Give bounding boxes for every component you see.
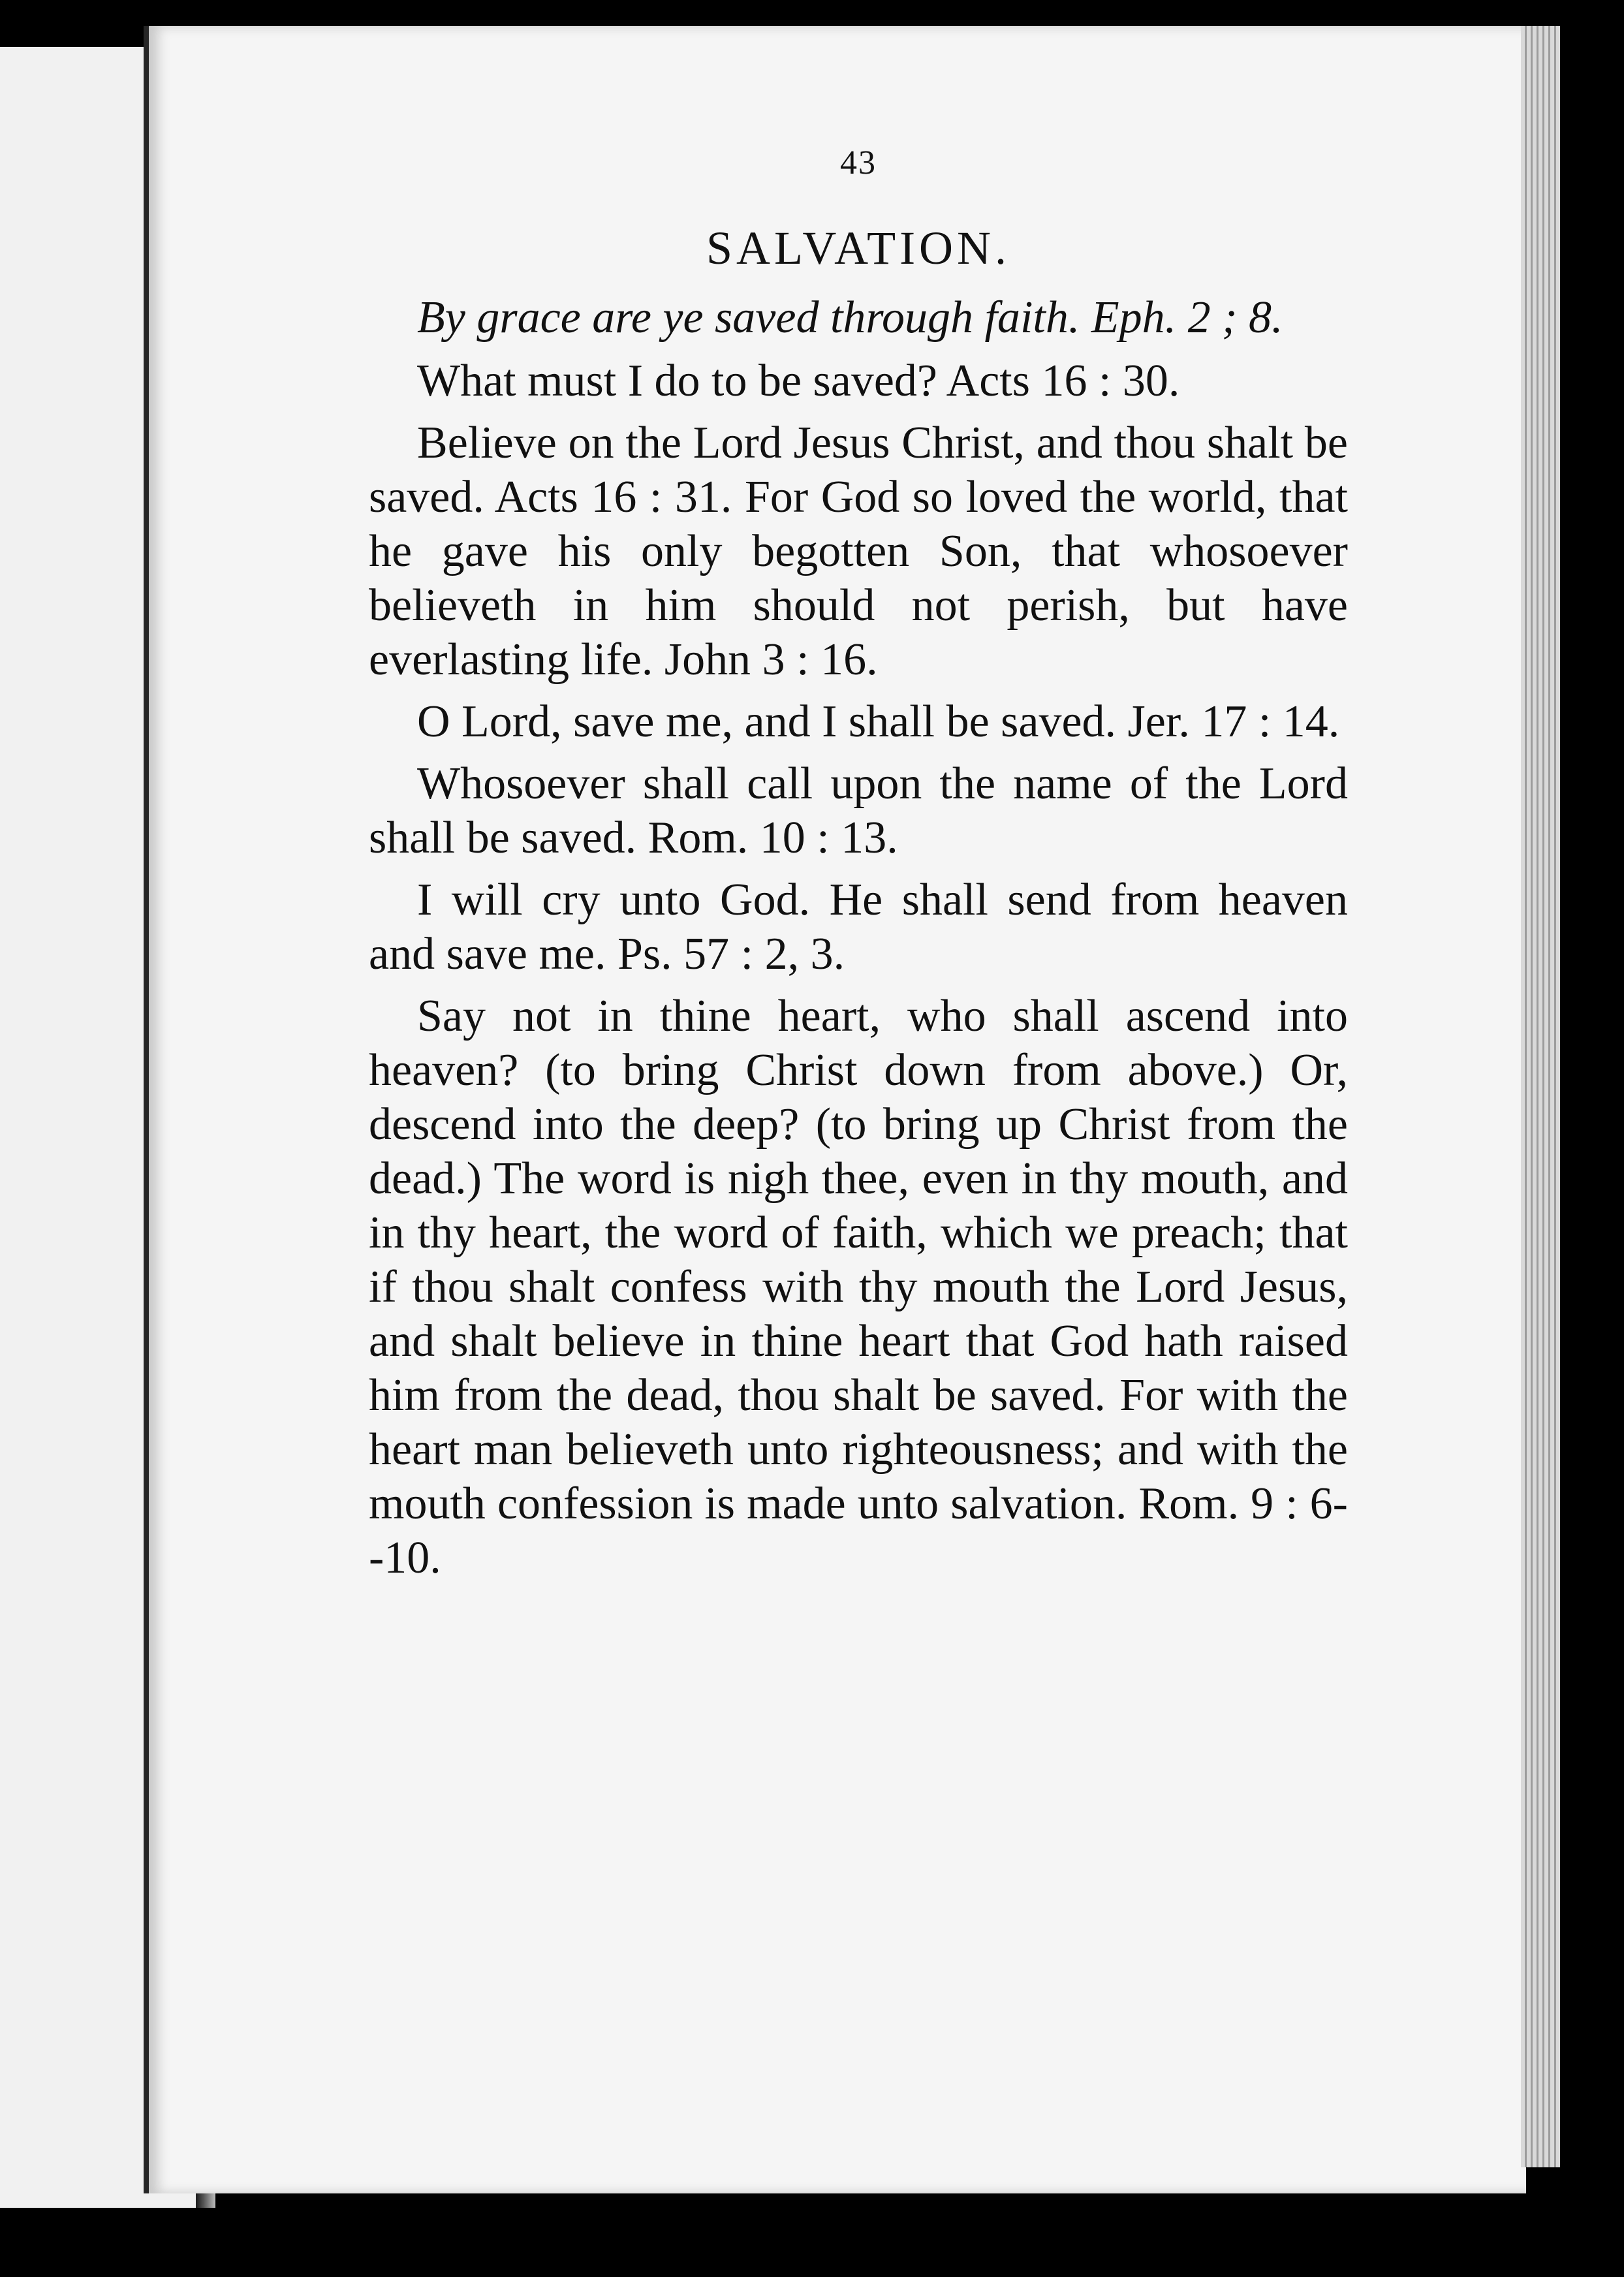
verse-paragraph: Believe on the Lord Jesus Christ, and thou shalt be saved. Acts 16 : 31. For God so loved the world, that he gave his only begotten Son, that whosoever believeth in him should not perish, but have everlasting life. John 3 : 16. — [369, 418, 1348, 685]
verse-paragraph: What must I do to be saved? Acts 16 : 30. — [417, 356, 1180, 406]
verse-paragraph: I will cry unto God. He shall send from heaven and save me. Ps. 57 : 2, 3. — [369, 875, 1348, 979]
verse-paragraph: Say not in thine heart, who shall ascend into heaven? (to bring Christ down from above.) Or, descend into the deep? (to bring up Christ from the dead.) The word is nigh thee, even in thy mouth, and in thy heart, the word of faith, which we preach; that if thou shalt confess with thy mouth the Lord Jesus, and shalt believe in thine heart that God hath raised him from the dead, thou shalt be saved. For with the heart man believeth unto righteousness; and with the mouth confession is made unto salvation. Rom. 9 : 6--10. — [369, 991, 1348, 1583]
verse-paragraph: O Lord, save me, and I shall be saved. Jer. 17 : 14. — [417, 697, 1340, 747]
epigraph-text: By grace are ye saved through faith. — [417, 292, 1080, 343]
page-number: 43 — [840, 144, 877, 181]
page-edges — [1521, 26, 1560, 2167]
verse-paragraph: Whosoever shall call upon the name of the Lord shall be saved. Rom. 10 : 13. — [369, 759, 1348, 863]
epigraph — [369, 290, 1348, 346]
epigraph-reference: Eph. 2 ; 8. — [1091, 292, 1283, 343]
page-content — [369, 144, 1348, 1593]
page-title: SALVATION. — [706, 222, 1011, 274]
